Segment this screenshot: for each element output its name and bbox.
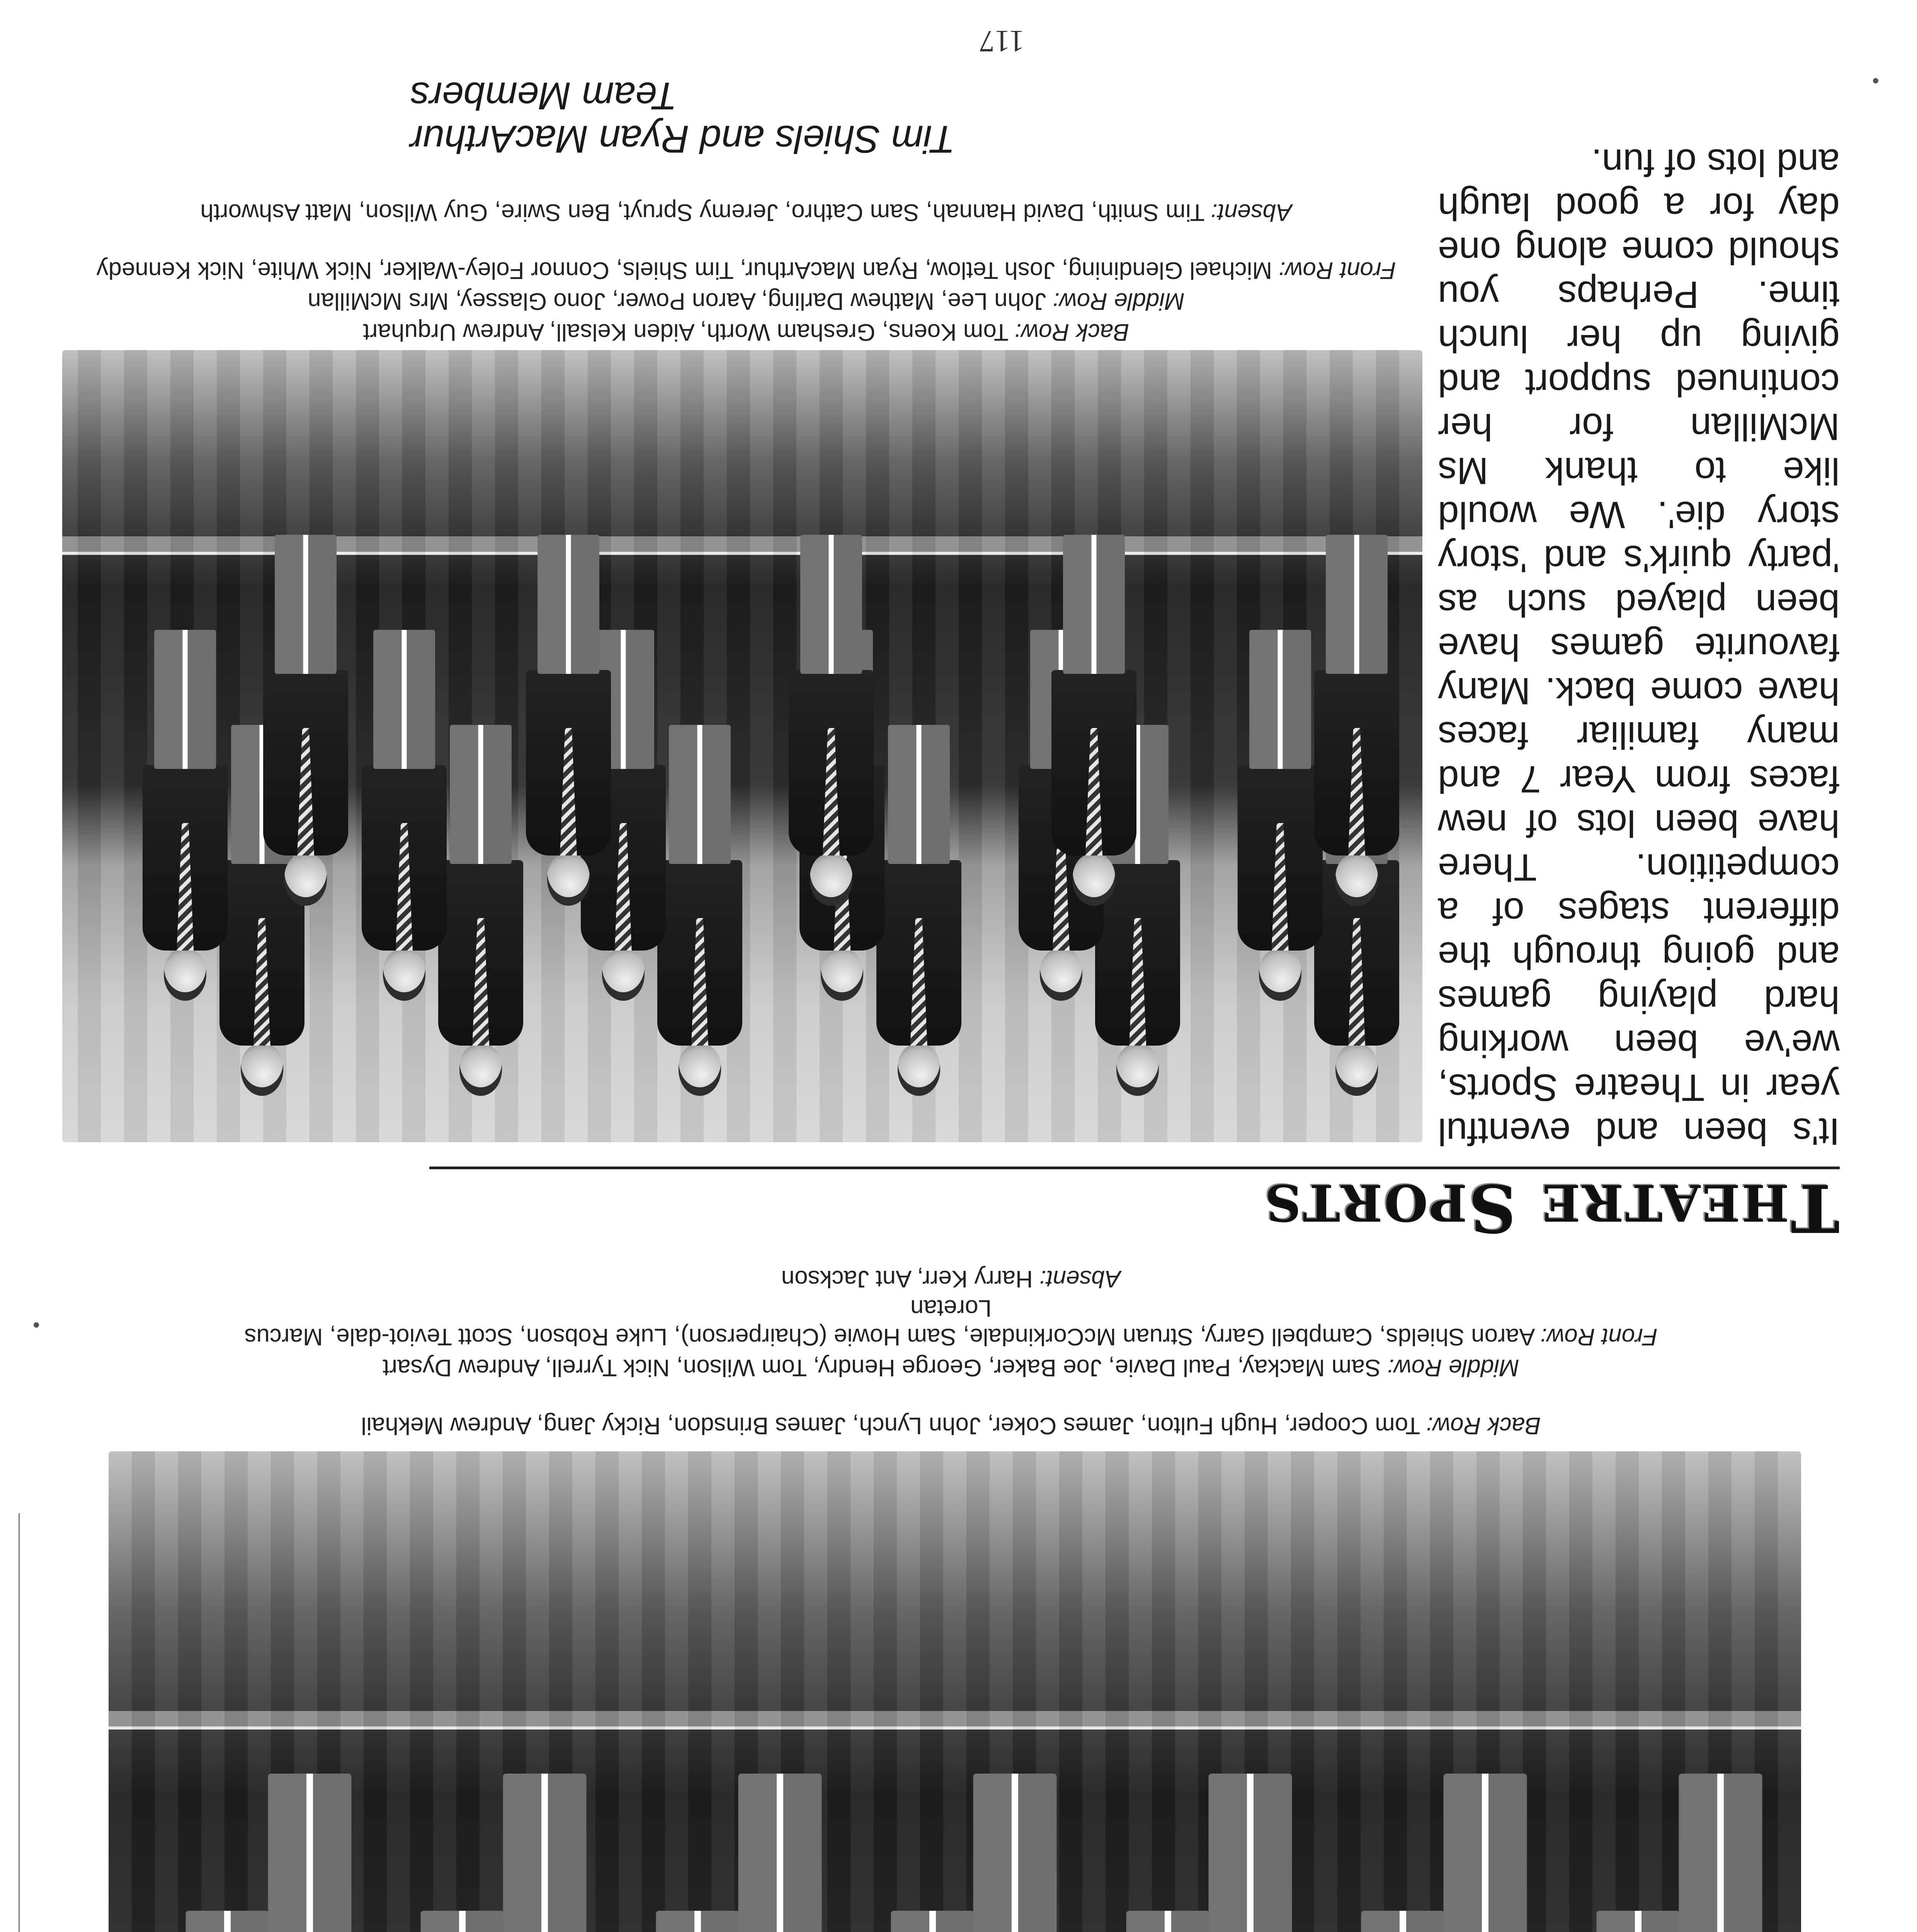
top-caption-absent: Absent: Harry Kerr, Ant Jackson (781, 1265, 1121, 1292)
person-legs (1208, 1774, 1292, 1932)
person-figure (723, 1763, 837, 1932)
person-figure (526, 527, 611, 906)
person-legs (1249, 630, 1311, 769)
person-figure (362, 622, 447, 1001)
person-head (241, 1044, 283, 1096)
person-figure (1193, 1763, 1308, 1932)
top-caption-back-row: Back Row: Tom Cooper, Hugh Fulton, James Coker, John Lynch, James Brinsdon, Ricky Jang, Andrew Mekhail (361, 1412, 1541, 1439)
person-head (1335, 854, 1378, 906)
person-head (602, 949, 645, 1001)
person-figure (143, 622, 228, 1001)
person-legs (1679, 1774, 1762, 1932)
person-figure (487, 1763, 602, 1932)
person-blazer (263, 670, 348, 855)
person-legs (373, 630, 435, 769)
article-text: It's been and eventful year in Theatre Sports, we've been working hard playing games and going through the different stages of a competition. There have been lots of new faces from Year 7 and many familiar faces have come back. Many favourite games have been played such as 'party quirk's and 'story story die'. We would like to thank Ms McMillan for her continued support and giving up her lunch time. Perhaps you should come along one day for a good laugh and lots of fun. (1438, 141, 1840, 1153)
scan-speck (1873, 78, 1878, 83)
page-number: 117 (979, 24, 1024, 58)
person-legs (669, 725, 731, 864)
person-legs (738, 1774, 822, 1932)
person-head (810, 854, 852, 906)
scan-margin-line (19, 1513, 20, 1932)
person-blazer (143, 765, 228, 951)
person-blazer (876, 860, 961, 1046)
person-head (1259, 949, 1301, 1001)
team-photo-large (109, 1451, 1801, 1932)
person-head (547, 854, 590, 906)
person-blazer (438, 860, 523, 1046)
person-legs (1326, 535, 1388, 674)
person-figure (657, 717, 742, 1096)
person-legs (1063, 535, 1125, 674)
person-blazer (526, 670, 611, 855)
person-legs (800, 535, 862, 674)
person-head (284, 854, 327, 906)
person-head (1116, 1044, 1159, 1096)
top-caption-front-row: Front Row: Aaron Shields, Campbell Garry, Struan McCorkindale, Sam Howie (Chairperson), Luke Robson, Scott Teviot-dale, Marcus Loretan (244, 1295, 1658, 1350)
team-photo-small (62, 350, 1422, 1142)
top-caption-middle-row: Middle Row: Sam Mackay, Paul Davie, Joe Baker, George Hendry, Tom Wilson, Nick Tyrrell, Andrew Dysart (383, 1354, 1519, 1381)
person-blazer (1238, 765, 1323, 951)
person-blazer (1051, 670, 1136, 855)
person-blazer (657, 860, 742, 1046)
person-figure (1314, 527, 1399, 906)
person-head (459, 1044, 502, 1096)
person-figure (789, 527, 874, 906)
bottom-caption-absent: Absent: Tim Smith, David Hannah, Sam Cathro, Jeremy Spruyt, Ben Swire, Guy Wilson, Matt Ashworth (200, 199, 1292, 226)
bottom-caption-back-row: Back Row: Tom Koens, Gresham Worth, Aiden Kelsall, Andrew Urquhart (363, 319, 1129, 345)
person-head (164, 949, 206, 1001)
person-figure (263, 527, 348, 906)
person-head (383, 949, 425, 1001)
person-legs (275, 535, 337, 674)
person-legs (154, 630, 216, 769)
section-title: THEATRE SPORTS (1263, 1169, 1840, 1247)
person-legs (268, 1774, 351, 1932)
bottom-caption-middle-row: Middle Row: John Lee, Mathew Darling, Aaron Power, Jono Glassey, Mrs McMillan (308, 288, 1185, 315)
person-figure (1428, 1763, 1543, 1932)
person-figure (876, 717, 961, 1096)
person-figure (1051, 527, 1136, 906)
person-figure (252, 1763, 367, 1932)
credit-names: Tim Shiels and Ryan MacArthur (410, 117, 955, 161)
person-blazer (362, 765, 447, 951)
person-legs (450, 725, 512, 864)
section-rule (429, 1167, 1840, 1169)
person-figure (958, 1763, 1072, 1932)
person-figure (1663, 1763, 1778, 1932)
person-figure (1238, 622, 1323, 1001)
person-head (821, 949, 863, 1001)
person-head (1335, 1044, 1378, 1096)
person-head (1040, 949, 1082, 1001)
article-credit (410, 74, 1415, 161)
person-figure (438, 717, 523, 1096)
person-head (898, 1044, 940, 1096)
photo-bench (109, 1711, 1801, 1730)
person-legs (503, 1774, 587, 1932)
scan-speck (34, 1322, 39, 1328)
person-legs (888, 725, 950, 864)
person-legs (538, 535, 599, 674)
person-legs (973, 1774, 1057, 1932)
credit-role: Team Members (410, 74, 677, 117)
person-legs (1444, 1774, 1527, 1932)
person-head (679, 1044, 721, 1096)
person-blazer (1314, 670, 1399, 855)
person-head (1073, 854, 1115, 906)
bottom-caption-front-row: Front Row: Michael Glendining, Josh Tetlow, Ryan MacArthur, Tim Shiels, Connor Foley-Walker, Nick White, Nick Kennedy (96, 257, 1396, 284)
person-blazer (789, 670, 874, 855)
